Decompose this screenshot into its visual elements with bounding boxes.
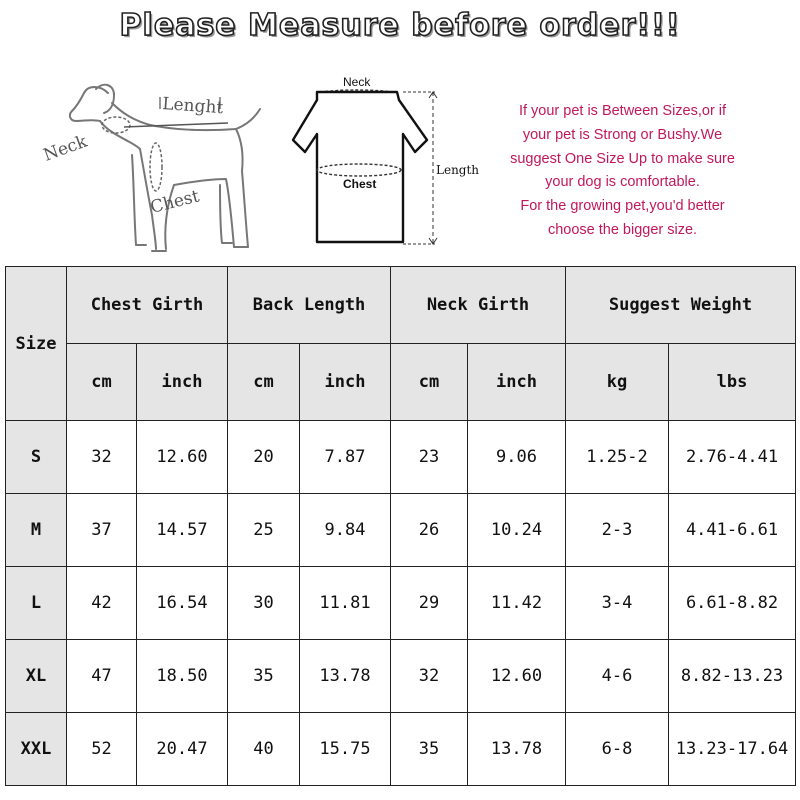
table-cell: 12.60 — [137, 421, 228, 494]
dog-chest-label: Chest — [148, 186, 202, 218]
size-cell: XL — [6, 640, 67, 713]
unit-header: cm — [67, 344, 137, 421]
table-row — [6, 494, 796, 567]
group-header-neck: Neck Girth — [391, 267, 566, 344]
table-cell: 13.78 — [300, 640, 391, 713]
table-row — [6, 640, 796, 713]
table-cell: 16.54 — [137, 567, 228, 640]
shirt-measurement-diagram — [285, 70, 485, 260]
unit-header: inch — [468, 344, 566, 421]
size-cell: S — [6, 421, 67, 494]
size-cell: M — [6, 494, 67, 567]
table-cell: 11.81 — [300, 567, 391, 640]
dog-neck-label: Neck — [40, 131, 90, 166]
table-cell: 20 — [228, 421, 300, 494]
unit-header: cm — [391, 344, 468, 421]
table-cell: 2.76-4.41 — [669, 421, 796, 494]
table-cell: 14.57 — [137, 494, 228, 567]
table-cell: 2-3 — [566, 494, 669, 567]
table-cell: 15.75 — [300, 713, 391, 786]
table-cell: 13.78 — [468, 713, 566, 786]
table-row — [6, 567, 796, 640]
sizing-advice — [495, 100, 750, 243]
table-cell: 35 — [391, 713, 468, 786]
advice-line: your pet is Strong or Bushy.We — [522, 126, 723, 143]
dog-length-label: Lenght — [161, 94, 224, 119]
table-cell: 8.82-13.23 — [669, 640, 796, 713]
table-cell: 32 — [67, 421, 137, 494]
advice-line: If your pet is Between Sizes,or if — [518, 103, 727, 119]
table-cell: 35 — [228, 640, 300, 713]
table-cell: 13.23-17.64 — [669, 713, 796, 786]
dog-measurement-diagram — [40, 75, 270, 260]
table-row — [6, 421, 796, 494]
table-cell: 12.60 — [468, 640, 566, 713]
table-cell: 6.61-8.82 — [669, 567, 796, 640]
size-cell: L — [6, 567, 67, 640]
table-row — [6, 713, 796, 786]
group-header-chest: Chest Girth — [67, 267, 228, 344]
size-cell: XXL — [6, 713, 67, 786]
advice-line: choose the bigger size. — [547, 221, 698, 238]
table-cell: 29 — [391, 567, 468, 640]
table-cell: 20.47 — [137, 713, 228, 786]
table-cell: 6-8 — [566, 713, 669, 786]
unit-header: lbs — [669, 344, 796, 421]
advice-line: your dog is comfortable. — [545, 174, 700, 191]
table-cell: 9.06 — [468, 421, 566, 494]
unit-header: inch — [300, 344, 391, 421]
table-cell: 3-4 — [566, 567, 669, 640]
size-column-header: Size — [6, 267, 67, 421]
shirt-length-label: Length — [436, 163, 480, 177]
table-cell: 10.24 — [468, 494, 566, 567]
table-cell: 42 — [67, 567, 137, 640]
group-header-weight: Suggest Weight — [566, 267, 796, 344]
table-cell: 37 — [67, 494, 137, 567]
table-cell: 4-6 — [566, 640, 669, 713]
shirt-chest-label: Chest — [343, 177, 377, 191]
table-cell: 4.41-6.61 — [669, 494, 796, 567]
unit-header: kg — [566, 344, 669, 421]
unit-header: inch — [137, 344, 228, 421]
table-cell: 26 — [391, 494, 468, 567]
table-cell: 1.25-2 — [566, 421, 669, 494]
table-cell: 23 — [391, 421, 468, 494]
page-banner: Please Measure before order!!! — [119, 8, 681, 43]
table-cell: 40 — [228, 713, 300, 786]
unit-header: cm — [228, 344, 300, 421]
table-cell: 32 — [391, 640, 468, 713]
advice-line: For the growing pet,you'd better — [520, 198, 725, 215]
table-cell: 11.42 — [468, 567, 566, 640]
table-cell: 9.84 — [300, 494, 391, 567]
table-cell: 47 — [67, 640, 137, 713]
table-cell: 52 — [67, 713, 137, 786]
table-cell: 25 — [228, 494, 300, 567]
advice-line: suggest One Size Up to make sure — [510, 150, 735, 167]
shirt-neck-label: Neck — [343, 75, 371, 89]
table-cell: 30 — [228, 567, 300, 640]
group-header-back: Back Length — [228, 267, 391, 344]
table-cell: 7.87 — [300, 421, 391, 494]
size-chart-table — [5, 266, 796, 786]
table-cell: 18.50 — [137, 640, 228, 713]
